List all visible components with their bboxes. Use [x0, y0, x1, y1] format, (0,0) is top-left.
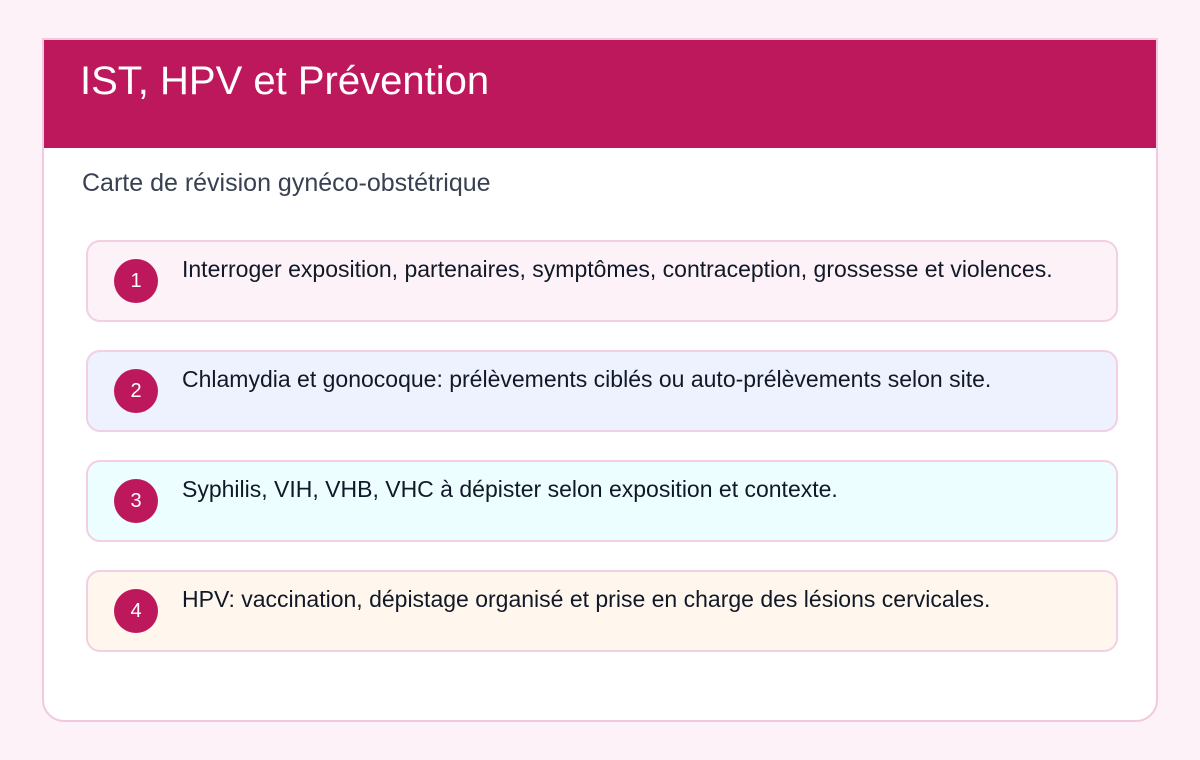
item-number-badge: 1	[114, 259, 158, 303]
card-subtitle: Carte de révision gynéco-obstétrique	[82, 169, 491, 197]
list-item	[86, 570, 1118, 652]
revision-card	[42, 38, 1158, 722]
item-number-badge: 2	[114, 369, 158, 413]
list-item	[86, 240, 1118, 322]
list-item	[86, 460, 1118, 542]
item-text: HPV: vaccination, dépistage organisé et prise en charge des lésions cervicales.	[182, 586, 991, 612]
list-item	[86, 350, 1118, 432]
item-number-badge: 4	[114, 589, 158, 633]
item-text: Interroger exposition, partenaires, symptômes, contraception, grossesse et violences.	[182, 256, 1053, 282]
card-header	[42, 38, 1158, 148]
card-title: IST, HPV et Prévention	[80, 59, 490, 103]
item-text: Syphilis, VIH, VHB, VHC à dépister selon exposition et contexte.	[182, 476, 838, 502]
item-text: Chlamydia et gonocoque: prélèvements ciblés ou auto-prélèvements selon site.	[182, 366, 992, 392]
item-number-badge: 3	[114, 479, 158, 523]
